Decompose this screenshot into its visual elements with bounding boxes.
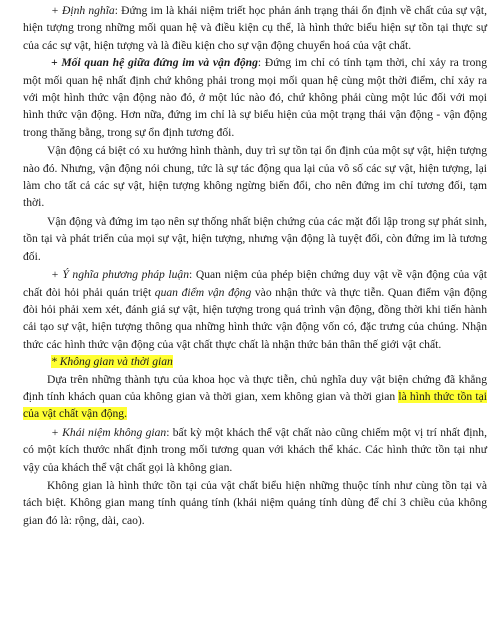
definition-lead: + Định nghĩa <box>51 4 115 17</box>
paragraph-individual-motion: Vận động cá biệt có xu hướng hình thành, duy trì sự tồn tại ổn định của một sự vật, hiện tượng nào đó. Nhưng, vận động nói chung, tức là sự tác động qua lại của vô số các sự vật, hiện tượng, lại làm cho tất cả các sự vật, hiện tượng không ngừng biến đổi, cho nên đứng im chỉ tương đối, tạm thời. <box>23 144 487 210</box>
paragraph-space-concept <box>23 424 487 476</box>
definition-text: : Đứng im là khái niệm triết học phản ánh trạng thái ổn định về chất của sự vật, hiện tượng trong những mối quan hệ và điều kiện cụ thể, là hình thức biểu hiện sự tồn tại thực sự của các sự vật, hiện tượng và là điều kiện cho sự vận động chuyển hoá của vật chất. <box>23 4 487 52</box>
methodology-text-b: vào nhận thức và thực tiễn. Quan điểm vận động đòi hỏi phải xem xét, đánh giá sự vật, hiện tượng trong quá trình vận động, đồng thời khi tiến hành cải tạo sự vật, hiện tượng thông qua những hình thức vận động vốn có, đặc trưng của chúng. Nhận thức các hình thức vận động của vật chất thực chất là nhận thức bản thân thế giới vật chất. <box>23 285 487 351</box>
paragraph-space-properties: Không gian là hình thức tồn tại của vật chất biểu hiện những thuộc tính như cùng tồn tại và tách biệt. Không gian mang tính quảng tính (khái niệm quảng tính dùng để chỉ 3 chiều của không gian đó là: rộng, dài, cao). <box>23 478 487 527</box>
methodology-text-a: : Quan niệm của phép biện chứng duy vật về vận động của vật chất đòi hỏi phải quán triệt <box>23 268 488 299</box>
paragraph-space-time-existence <box>23 371 487 423</box>
space-time-highlight: là hình thức tồn tại của vật chất vận động. <box>23 389 487 421</box>
paragraph-methodological-meaning <box>23 266 487 353</box>
methodology-lead: + Ý nghĩa phương pháp luận <box>51 268 190 282</box>
heading-space-time: * Không gian và thời gian <box>51 355 173 369</box>
paragraph-relation-stillness-motion <box>23 54 487 141</box>
paragraph-dialectical-unity: Vận động và đứng im tạo nên sự thống nhất biện chứng của các mặt đối lập trong sự phát sinh, tồn tại và phát triển của mọi sự vật, hiện tượng, nhưng vận động là tuyệt đối, còn đứng im là tương đối. <box>23 214 487 263</box>
paragraph-definition-stillness <box>23 2 487 54</box>
methodology-emphasis: quan điểm vận động <box>154 285 252 299</box>
relation-text: : Đứng im chỉ có tính tạm thời, chỉ xảy ra trong một mối quan hệ nhất định chứ không phải trong mọi mối quan hệ cùng một thời điểm, chỉ xảy ra với một hình thức vận động nào đó, ở một lúc nào đó, chứ không phải cùng một lúc đối với mọi hình thức vận động. Hơn nữa, đứng im chỉ là sự biểu hiện của một trạng thái vận động - vận động trong thăng bằng, trong sự ổn định tương đối. <box>23 56 488 139</box>
relation-lead: + Mối quan hệ giữa đứng im và vận động <box>51 56 258 70</box>
section-heading-space-time <box>23 353 487 370</box>
space-time-text: Dựa trên những thành tựu của khoa học và thực tiễn, chủ nghĩa duy vật biện chứng đã khẳng định tính khách quan của không gian và thời gian, xem không gian và thời gian <box>23 372 487 403</box>
space-concept-lead: + Khái niệm không gian <box>51 425 167 439</box>
space-concept-text: : bất kỳ một khách thể vật chất nào cũng chiếm một vị trí nhất định, có một kích thước nhất định trong mối tương quan với khách thể khác. Các hình thức tồn tại như vậy của khách thể vật chất gọi là không gian. <box>23 425 487 474</box>
